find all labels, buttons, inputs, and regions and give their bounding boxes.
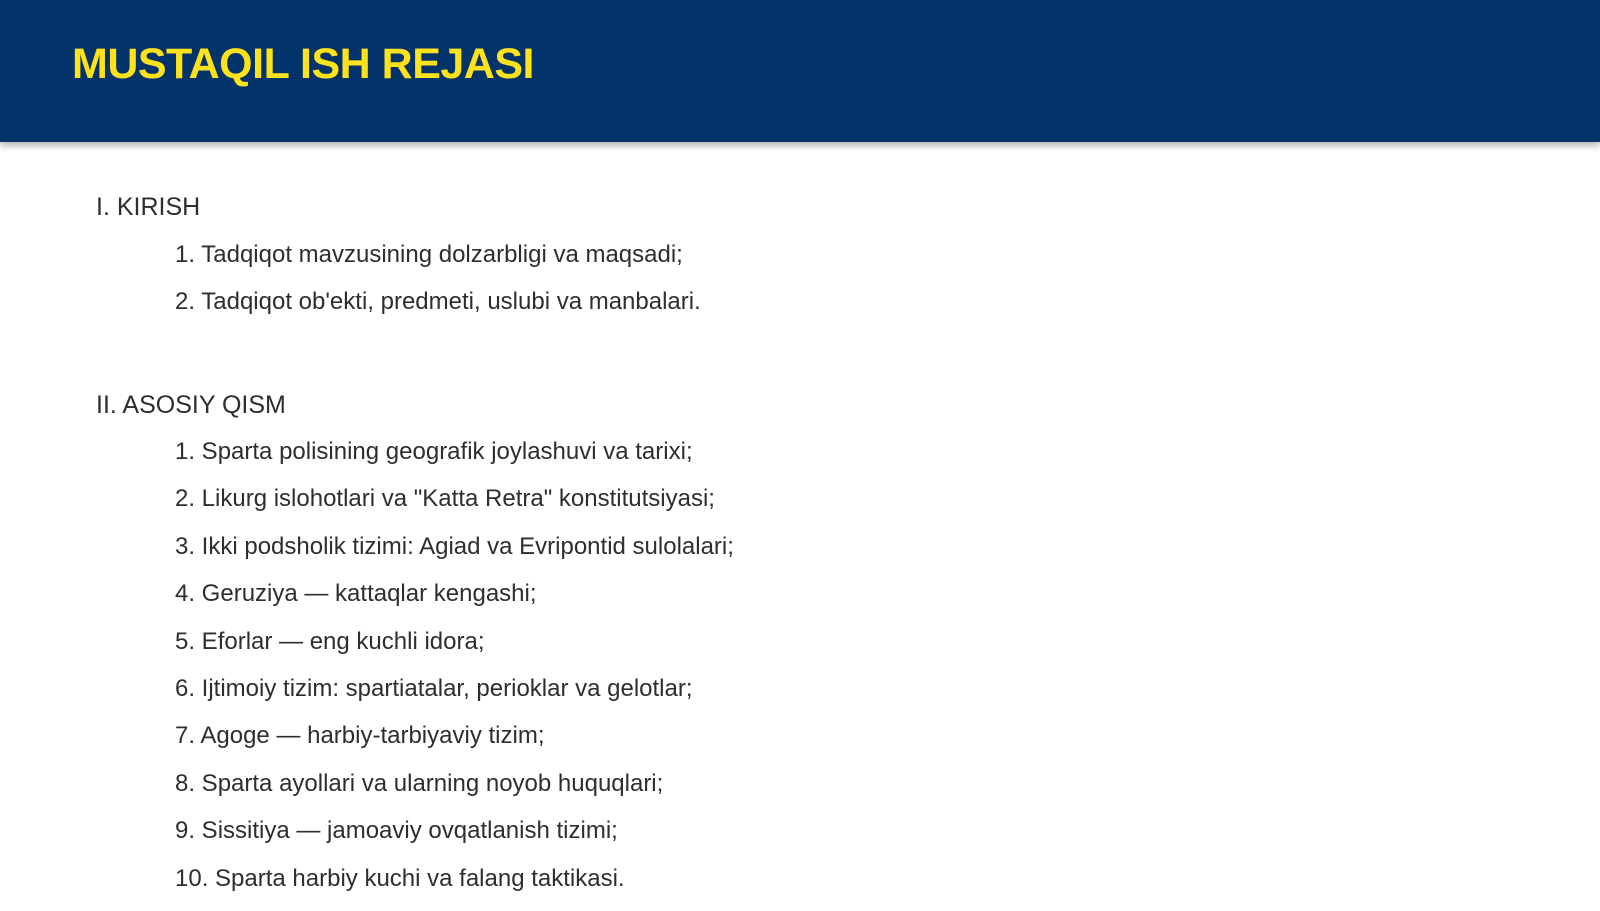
list-item: 5. Eforlar — eng kuchli idora; <box>175 627 485 655</box>
kirish-item-list <box>175 240 701 335</box>
list-item: 1. Tadqiqot mavzusining dolzarbligi va maqsadi; <box>175 241 683 268</box>
section-heading-kirish: I. KIRISH <box>96 193 201 221</box>
slide-title: MUSTAQIL ISH REJASI <box>72 40 534 88</box>
section-heading-asosiy-qism: II. ASOSIY QISM <box>96 391 286 419</box>
list-item: 2. Likurg islohotlari va "Katta Retra" konstitutsiyasi; <box>175 485 715 513</box>
asosiy-qism-item-list <box>175 437 734 911</box>
list-item: 1. Sparta polisining geografik joylashuvi va tarixi; <box>175 438 693 465</box>
list-item: 3. Ikki podsholik tizimi: Agiad va Evripontid sulolalari; <box>175 532 734 560</box>
list-item: 2. Tadqiqot ob'ekti, predmeti, uslubi va manbalari. <box>175 288 701 316</box>
list-item: 8. Sparta ayollari va ularning noyob huquqlari; <box>175 769 664 797</box>
list-item: 7. Agoge — harbiy-tarbiyaviy tizim; <box>175 722 545 750</box>
list-item: 6. Ijtimoiy tizim: spartiatalar, perioklar va gelotlar; <box>175 674 693 702</box>
list-item: 4. Geruziya — kattaqlar kengashi; <box>175 580 537 608</box>
list-item: 9. Sissitiya — jamoaviy ovqatlanish tizimi; <box>175 817 618 845</box>
list-item: 10. Sparta harbiy kuchi va falang taktikasi. <box>175 864 625 892</box>
